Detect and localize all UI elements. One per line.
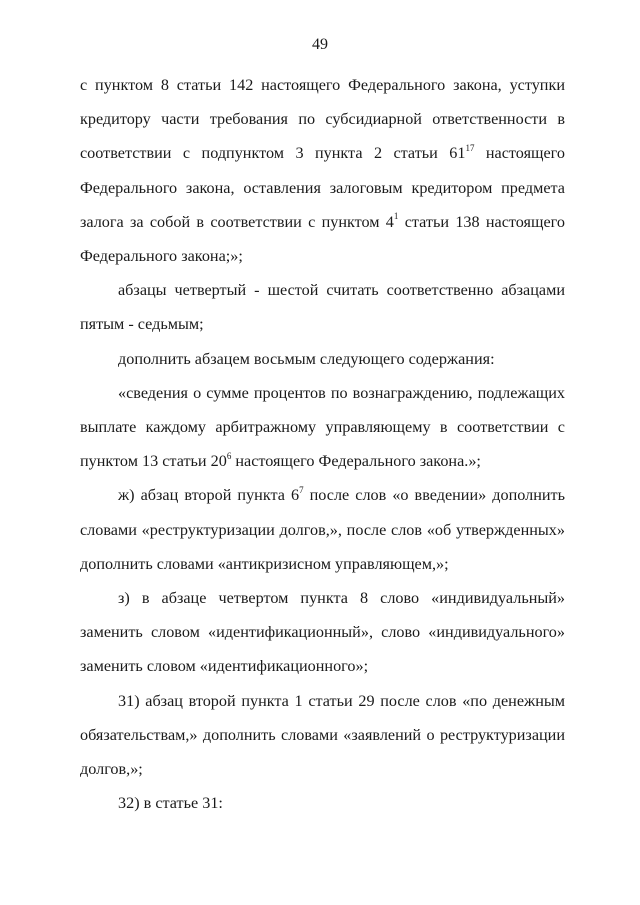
- paragraph: [80, 376, 565, 479]
- paragraph-text: 32) в статье 31:: [118, 794, 223, 813]
- paragraph-text: з) в абзаце четвертом пункта 8 слово «индивидуальный» заменить словом «идентификационный», слово «индивидуального» заменить словом «идентификационного»;: [80, 589, 565, 676]
- paragraph: [80, 478, 565, 581]
- paragraph-text: настоящего Федерального закона, оставления залоговым кредитором предмета залога за собой в соответствии с пунктом 4: [80, 144, 565, 231]
- paragraph-text: с пунктом 8 статьи 142 настоящего Федерального закона, уступки кредитору части требования по субсидиарной ответственности в соответствии с подпунктом 3 пункта 2 статьи 61: [80, 76, 565, 163]
- document-body: [80, 68, 565, 820]
- paragraph: [80, 581, 565, 684]
- paragraph: [80, 684, 565, 787]
- paragraph: [80, 68, 565, 273]
- paragraph: [80, 273, 565, 341]
- paragraph-text: 31) абзац второй пункта 1 статьи 29 после слов «по денежным обязательствам,» дополнить словами «заявлений о реструктуризации долгов,»;: [80, 691, 565, 779]
- paragraph: [80, 342, 565, 376]
- paragraph-text: дополнить абзацем восьмым следующего содержания:: [118, 349, 495, 368]
- page-number: 49: [312, 36, 328, 53]
- paragraph-text: «сведения о сумме процентов по вознаграждению, подлежащих выплате каждому арбитражному управляющему в соответствии с пунктом 13 статьи 20: [80, 383, 565, 471]
- paragraph-text: настоящего Федерального закона.»;: [231, 452, 481, 471]
- paragraph-text: ж) абзац второй пункта 6: [118, 486, 300, 505]
- superscript-index: 7: [299, 485, 304, 496]
- superscript-index: 1: [393, 211, 399, 222]
- paragraph-text: статьи 138 настоящего Федерального закона;»;: [80, 212, 565, 266]
- paragraph-text: абзацы четвертый - шестой считать соответственно абзацами пятым - седьмым;: [80, 281, 565, 334]
- superscript-index: 17: [465, 143, 475, 154]
- superscript-index: 6: [226, 450, 232, 461]
- paragraph-text: после слов «о введении» дополнить словами «реструктуризации долгов,», после слов «об утвержденных» дополнить словами «антикризисном управляющем,»;: [80, 486, 565, 573]
- paragraph: [80, 786, 565, 820]
